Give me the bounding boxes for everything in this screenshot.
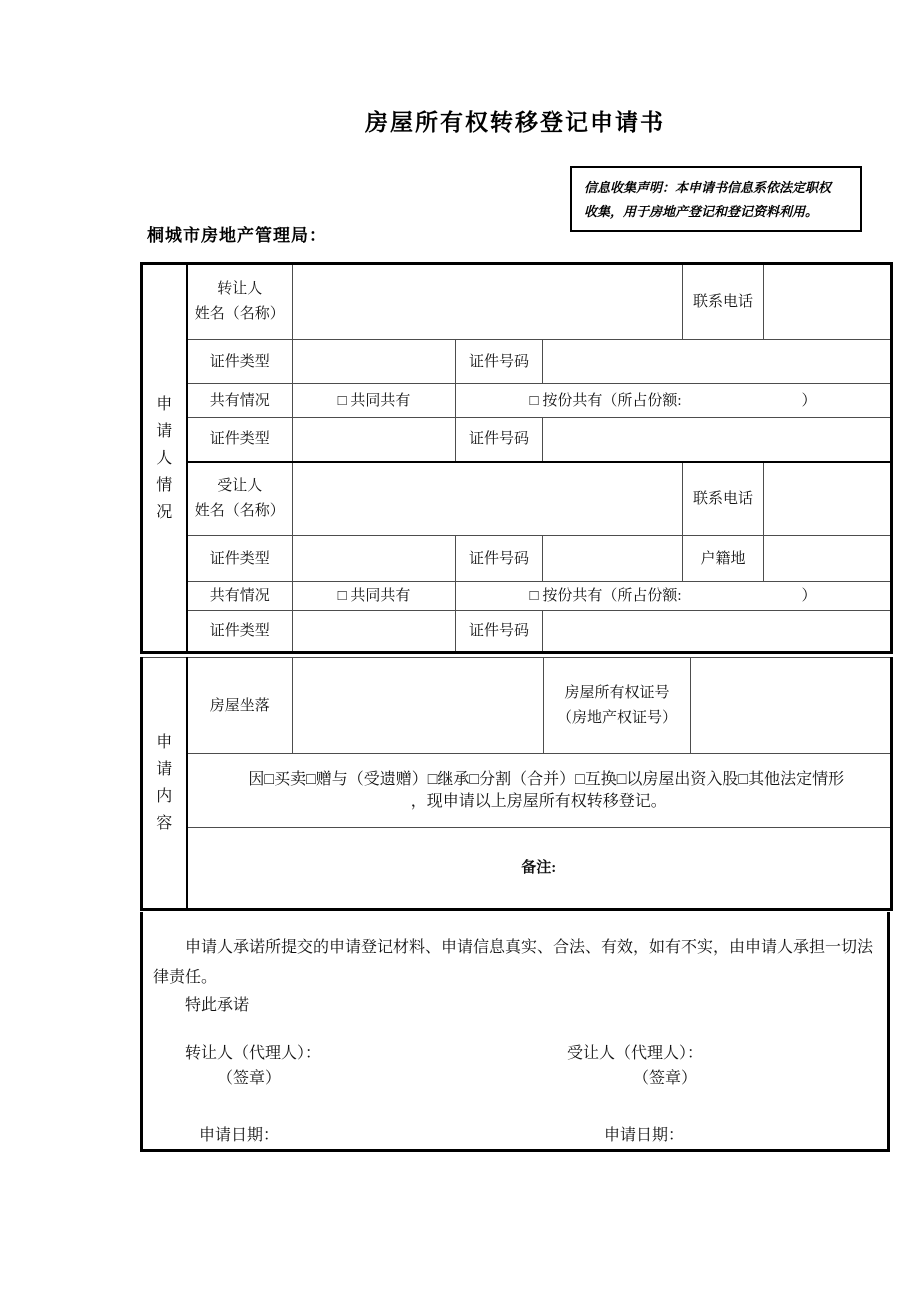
transferor-cert-no-field[interactable] [543, 340, 892, 384]
applicant-info-table [140, 262, 893, 654]
table-row [142, 384, 892, 418]
transfer-reason-checkbox-row[interactable] [187, 754, 892, 828]
transferee-name-label: 受让人 姓名（名称） [187, 462, 293, 536]
table-row [142, 828, 892, 910]
transferee-joint-ownership-checkbox[interactable]: □ 共同共有 [293, 582, 456, 611]
ownership-cert-no-field[interactable] [691, 658, 892, 754]
commitment-line-1: 申请人承诺所提交的申请登记材料、申请信息真实、合法、有效，如有不实，由申请人承担一切法 [185, 939, 874, 956]
transferor-cert-no-label: 证件号码 [456, 340, 543, 384]
transferee-cert-no-label: 证件号码 [456, 536, 543, 582]
transferee-residence-field[interactable] [764, 536, 892, 582]
table-row [142, 264, 892, 340]
commitment-section [140, 912, 890, 1152]
transferee-seal-label: （签章） [633, 1070, 698, 1087]
table-row [142, 418, 892, 462]
transferor-phone-label: 联系电话 [683, 264, 764, 340]
transferee-cert-type2-field[interactable] [293, 611, 456, 653]
transferor-share-ownership-checkbox[interactable]: □ 按份共有（所占份额: ） [456, 384, 892, 418]
transferee-cert-no-field[interactable] [543, 536, 683, 582]
ownership-cert-no-label: 房屋所有权证号 （房地产权证号） [544, 658, 691, 754]
table-row [142, 536, 892, 582]
commitment-line-3: 特此承诺 [185, 997, 250, 1014]
transferee-name-field[interactable] [293, 462, 683, 536]
addressee-heading: 桐城市房地产管理局： [147, 226, 327, 245]
transferee-phone-field[interactable] [764, 462, 892, 536]
transferor-application-date-field[interactable]: 申请日期： [199, 1127, 280, 1144]
transferee-share-ownership-checkbox[interactable]: □ 按份共有（所占份额: ） [456, 582, 892, 611]
table-row [142, 340, 892, 384]
transferor-name-field[interactable] [293, 264, 683, 340]
transferor-cert-no2-field[interactable] [543, 418, 892, 462]
transferor-cert-type2-field[interactable] [293, 418, 456, 462]
transfer-reason-line-2: ，现申请以上房屋所有权转移登记。 [410, 792, 667, 810]
transferee-cert-type-field[interactable] [293, 536, 456, 582]
transferee-residence-label: 户籍地 [683, 536, 764, 582]
transferee-cert-no2-label: 证件号码 [456, 611, 543, 653]
remarks-field[interactable]: 备注: [187, 828, 892, 910]
transferor-name-label: 转让人 姓名（名称） [187, 264, 293, 340]
transfer-reason-line-1: 因□买卖□赠与（受遗赠）□继承□分割（合并）□互换□以房屋出资入股□其他法定情形 [248, 770, 845, 788]
transferor-co-ownership-label: 共有情况 [187, 384, 293, 418]
commitment-line-2: 律责任。 [153, 969, 218, 986]
transferor-signature-label[interactable]: 转让人（代理人）： [185, 1045, 322, 1062]
content-section-side-label: 申请内容 [142, 658, 187, 910]
transferor-cert-type-field[interactable] [293, 340, 456, 384]
applicant-section-side-label: 申请人情况 [142, 264, 187, 653]
table-row [142, 582, 892, 611]
transferor-phone-field[interactable] [764, 264, 892, 340]
table-row [142, 462, 892, 536]
transferee-signature-label[interactable]: 受让人（代理人）： [567, 1045, 704, 1062]
house-location-field[interactable] [293, 658, 544, 754]
transferee-phone-label: 联系电话 [683, 462, 764, 536]
transferee-cert-type-label: 证件类型 [187, 536, 293, 582]
notice-line-2: 收集，用于房地产登记和登记资料利用。 [584, 204, 819, 219]
info-collection-notice-box [570, 166, 862, 232]
transferor-seal-label: （签章） [217, 1070, 282, 1087]
table-row [142, 754, 892, 828]
table-row [142, 611, 892, 653]
transferee-cert-type2-label: 证件类型 [187, 611, 293, 653]
transferee-application-date-field[interactable]: 申请日期： [604, 1127, 685, 1144]
table-row [142, 658, 892, 754]
transferor-joint-ownership-checkbox[interactable]: □ 共同共有 [293, 384, 456, 418]
transferor-cert-no2-label: 证件号码 [456, 418, 543, 462]
notice-line-1: 信息收集声明：本申请书信息系依法定职权 [584, 180, 832, 195]
transferee-cert-no2-field[interactable] [543, 611, 892, 653]
application-content-table [140, 657, 893, 911]
page-title: 房屋所有权转移登记申请书 [365, 110, 665, 135]
house-location-label: 房屋坐落 [187, 658, 293, 754]
transferor-cert-type2-label: 证件类型 [187, 418, 293, 462]
transferee-co-ownership-label: 共有情况 [187, 582, 293, 611]
transferor-cert-type-label: 证件类型 [187, 340, 293, 384]
